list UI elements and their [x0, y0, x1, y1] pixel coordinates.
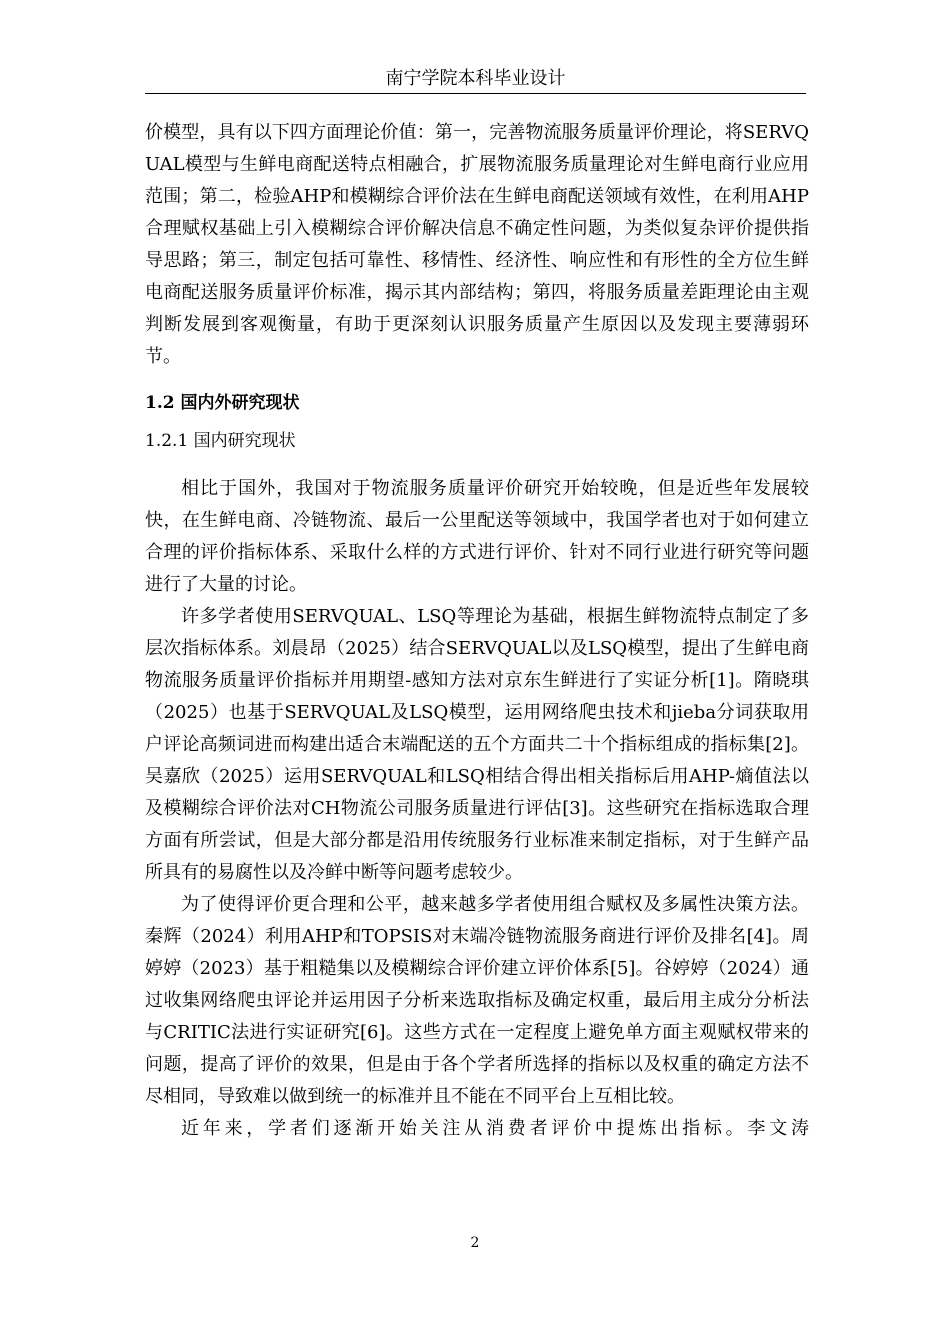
- paragraph-1: 相比于国外，我国对于物流服务质量评价研究开始较晚，但是近些年发展较快，在生鲜电商、冷链物流、最后一公里配送等领域中，我国学者也对于如何建立合理的评价指标体系、采取什么样的方式进行评价、针对不同行业进行研究等问题进行了大量的讨论。: [145, 478, 809, 595]
- header-divider: [145, 93, 806, 94]
- paragraph-2: 许多学者使用SERVQUAL、LSQ等理论为基础，根据生鲜物流特点制定了多层次指标体系。刘晨昂（2025）结合SERVQUAL以及LSQ模型，提出了生鲜电商物流服务质量评价指标并用期望-感知方法对京东生鲜进行了实证分析[1]。隋晓琪（2025）也基于SERVQUAL及LSQ模型，运用网络爬虫技术和jieba分词获取用户评论高频词进而构建出适合末端配送的五个方面共二十个指标组成的指标集[2]。吴嘉欣（2025）运用SERVQUAL和LSQ相结合得出相关指标后用AHP-熵值法以及模糊综合评价法对CH物流公司服务质量进行评估[3]。这些研究在指标选取合理方面有所尝试，但是大部分都是沿用传统服务行业标准来制定指标，对于生鲜产品所具有的易腐性以及冷鲜中断等问题考虑较少。: [145, 606, 809, 883]
- subsection-heading-1-2-1: 1.2.1 国内研究现状: [145, 431, 296, 451]
- page-number: 2: [470, 1235, 480, 1251]
- paragraph-intro: 价模型，具有以下四方面理论价值：第一，完善物流服务质量评价理论，将SERVQUAL模型与生鲜电商配送特点相融合，扩展物流服务质量理论对生鲜电商行业应用范围；第二，检验AHP和模糊综合评价法在生鲜电商配送领域有效性，在利用AHP合理赋权基础上引入模糊综合评价解决信息不确定性问题，为类似复杂评价提供指导思路；第三，制定包括可靠性、移情性、经济性、响应性和有形性的全方位生鲜电商配送服务质量评价标准，揭示其内部结构；第四，将服务质量差距理论由主观判断发展到客观衡量，有助于更深刻认识服务质量产生原因以及发现主要薄弱环节。: [145, 122, 809, 367]
- page-header-title: 南宁学院本科毕业设计: [385, 68, 566, 89]
- paragraph-4: 近年来，学者们逐渐开始关注从消费者评价中提炼出指标。李文涛: [181, 1118, 809, 1139]
- document-body: [145, 117, 809, 1145]
- paragraph-3: 为了使得评价更合理和公平，越来越多学者使用组合赋权及多属性决策方法。秦辉（2024）利用AHP和TOPSIS对末端冷链物流服务商进行评价及排名[4]。周婷婷（2023）基于粗糙集以及模糊综合评价建立评价体系[5]。谷婷婷（2024）通过收集网络爬虫评论并运用因子分析来选取指标及确定权重，最后用主成分分析法与CRITIC法进行实证研究[6]。这些方式在一定程度上避免单方面主观赋权带来的问题，提高了评价的效果，但是由于各个学者所选择的指标以及权重的确定方法不尽相同，导致难以做到统一的标准并且不能在不同平台上互相比较。: [145, 894, 809, 1107]
- section-heading-1-2: 1.2 国内外研究现状: [145, 393, 300, 413]
